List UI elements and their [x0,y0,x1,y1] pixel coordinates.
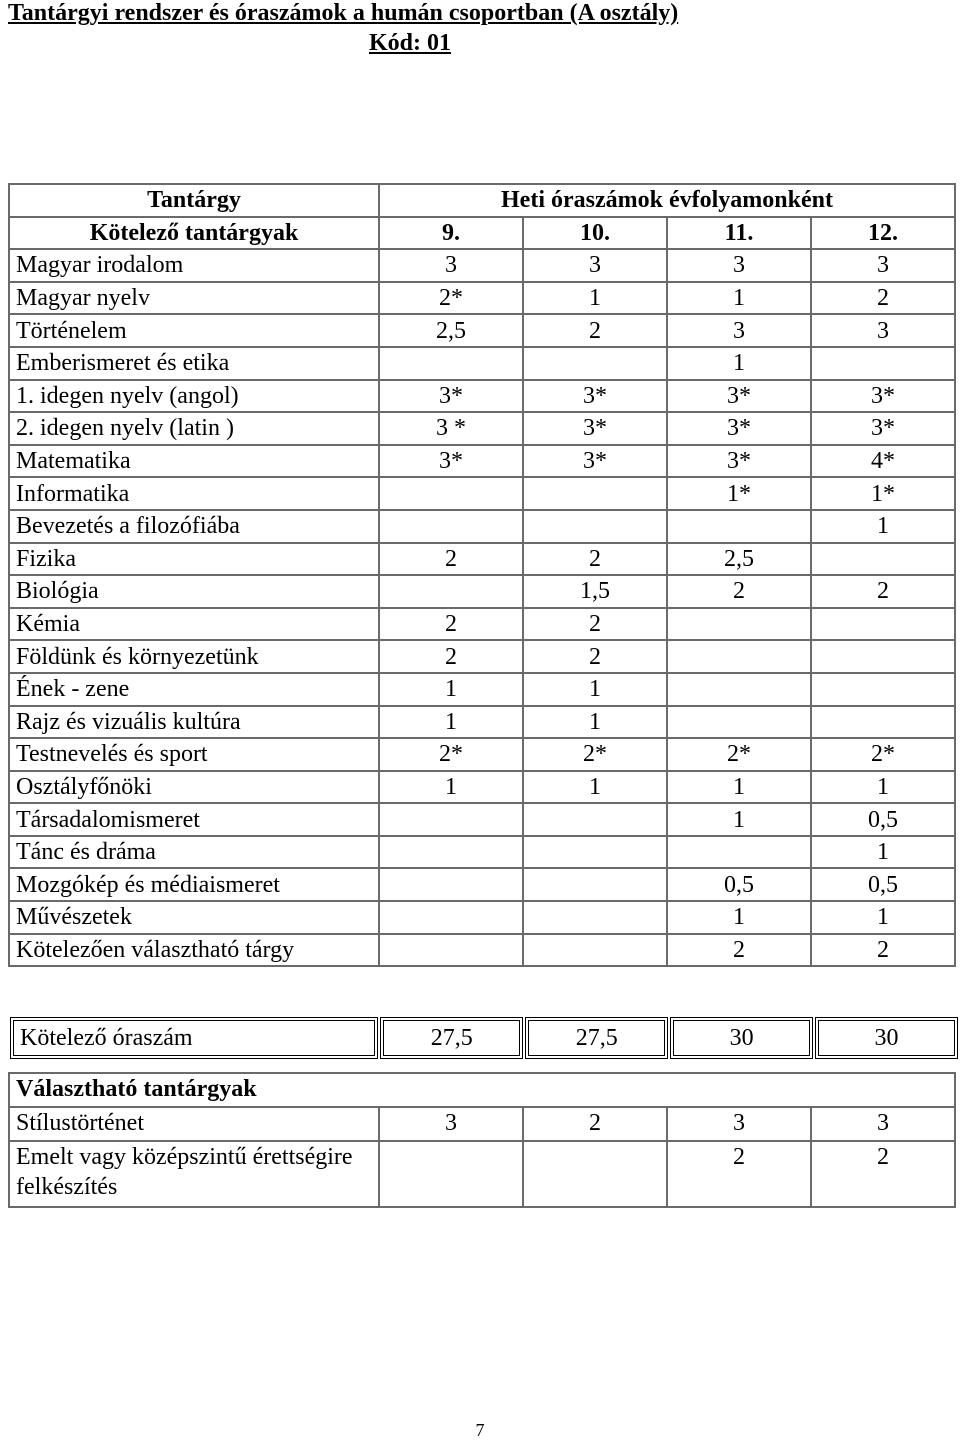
hours-cell: 3 [379,249,523,282]
subject-name: Emelt vagy középszintű érettségire felkészítés [9,1141,379,1207]
hours-cell [811,673,955,706]
subject-name: Mozgókép és médiaismeret [9,868,379,901]
hours-cell: 3* [523,445,667,478]
table-row [9,706,955,739]
hours-cell: 2 [379,608,523,641]
hours-cell: 3* [379,445,523,478]
hours-cell [523,1141,667,1207]
subject-name: Történelem [9,314,379,347]
hours-cell [379,901,523,934]
hours-cell [811,706,955,739]
hours-cell: 3* [523,412,667,445]
hours-cell [667,510,811,543]
subject-name: Fizika [9,543,379,576]
grade-header: 9. [379,217,523,250]
hours-cell [523,836,667,869]
subject-name: Ének - zene [9,673,379,706]
table-row [9,1107,955,1141]
hours-cell: 3 [667,249,811,282]
hours-cell [379,510,523,543]
hours-cell [523,347,667,380]
subject-name: Informatika [9,477,379,510]
total-value: 27,5 [380,1017,523,1059]
hours-cell: 2,5 [379,314,523,347]
hours-cell: 3 [667,1107,811,1141]
hours-cell: 1* [811,477,955,510]
hours-cell [523,477,667,510]
hours-cell: 2 [667,934,811,967]
hours-cell: 2 [667,1141,811,1207]
subject-column-header: Tantárgy [9,184,379,217]
subject-name: Rajz és vizuális kultúra [9,706,379,739]
hours-cell [811,543,955,576]
hours-cell: 0,5 [667,868,811,901]
hours-cell: 2 [811,282,955,315]
hours-cell: 2* [667,738,811,771]
hours-cell: 3* [667,412,811,445]
hours-cell: 1 [523,771,667,804]
table-row [9,901,955,934]
hours-cell: 3* [379,380,523,413]
hours-cell: 2 [811,934,955,967]
hours-cell: 1 [667,901,811,934]
hours-cell: 2,5 [667,543,811,576]
table-row [9,608,955,641]
hours-cell [379,1141,523,1207]
hours-cell [811,347,955,380]
hours-cell: 1 [811,510,955,543]
total-label: Kötelező óraszám [10,1017,378,1059]
hours-cell [523,934,667,967]
subject-name: Kötelezően választható tárgy [9,934,379,967]
hours-cell: 1 [667,803,811,836]
table-row [9,445,955,478]
document-code: Kód: 01 [368,30,451,56]
table-row [9,640,955,673]
table-row [9,1141,955,1207]
subject-name: Biológia [9,575,379,608]
subject-name: Magyar nyelv [9,282,379,315]
optional-subjects-label: Választható tantárgyak [9,1073,955,1107]
hours-cell: 1 [379,771,523,804]
hours-cell [811,640,955,673]
hours-cell: 1 [523,282,667,315]
hours-cell: 2* [379,738,523,771]
hours-cell [523,868,667,901]
subject-name: Stílustörténet [9,1107,379,1141]
table-row [9,314,955,347]
hours-cell: 2 [379,543,523,576]
hours-cell [379,347,523,380]
hours-cell: 2 [523,608,667,641]
total-value: 30 [815,1017,958,1059]
required-subjects-label: Kötelező tantárgyak [9,217,379,250]
subject-name: Művészetek [9,901,379,934]
optional-subjects-table [8,1072,956,1208]
table-row [9,510,955,543]
hours-cell: 4* [811,445,955,478]
subject-name: 2. idegen nyelv (latin ) [9,412,379,445]
hours-cell: 1 [811,771,955,804]
hours-cell [667,640,811,673]
hours-cell: 3* [523,380,667,413]
hours-cell: 3 [667,314,811,347]
hours-cell: 2 [523,1107,667,1141]
table-row [9,868,955,901]
hours-cell: 1 [667,347,811,380]
hours-cell: 0,5 [811,803,955,836]
hours-cell [667,673,811,706]
subject-name: Matematika [9,445,379,478]
subject-name: Magyar irodalom [9,249,379,282]
hours-cell: 2* [811,738,955,771]
table-row [9,803,955,836]
table-row [9,836,955,869]
total-value: 27,5 [525,1017,668,1059]
hours-cell: 3 [811,1107,955,1141]
hours-cell: 1 [667,771,811,804]
hours-cell: 2 [523,640,667,673]
hours-cell: 2 [379,640,523,673]
table-row [9,249,955,282]
hours-cell [379,868,523,901]
hours-cell: 2* [523,738,667,771]
hours-cell: 2 [811,575,955,608]
table-row [9,673,955,706]
hours-cell: 3 [811,249,955,282]
hours-cell: 0,5 [811,868,955,901]
hours-cell: 2 [523,543,667,576]
hours-cell: 1 [379,673,523,706]
page-number: 7 [475,1420,485,1440]
table-row [9,771,955,804]
subject-name: Tánc és dráma [9,836,379,869]
table-row [9,543,955,576]
hours-cell: 1 [379,706,523,739]
hours-cell: 3* [811,380,955,413]
table-row [9,477,955,510]
table-row [9,575,955,608]
hours-cell [523,510,667,543]
table-row [9,412,955,445]
hours-cell [379,836,523,869]
hours-cell: 3 [523,249,667,282]
hours-cell [379,803,523,836]
table-row [9,347,955,380]
hours-cell: 3* [667,380,811,413]
hours-cell: 1 [811,836,955,869]
hours-cell: 1 [811,901,955,934]
subject-name: Kémia [9,608,379,641]
subject-name: Testnevelés és sport [9,738,379,771]
hours-cell: 1 [667,282,811,315]
subject-name: Emberismeret és etika [9,347,379,380]
hours-cell: 1* [667,477,811,510]
table-row [9,282,955,315]
hours-cell [811,608,955,641]
hours-cell: 2* [379,282,523,315]
hours-cell [667,706,811,739]
hours-cell: 2 [811,1141,955,1207]
table-row [9,738,955,771]
subject-name: 1. idegen nyelv (angol) [9,380,379,413]
required-hours-total-table [8,1017,960,1059]
hours-cell [523,803,667,836]
hours-cell: 2 [523,314,667,347]
hours-cell [379,934,523,967]
hours-cell [379,575,523,608]
hours-cell [379,477,523,510]
hours-cell [667,608,811,641]
hours-cell: 1,5 [523,575,667,608]
table-row [9,380,955,413]
hours-cell [523,901,667,934]
subject-name: Osztályfőnöki [9,771,379,804]
table-row [9,934,955,967]
grade-header: 11. [667,217,811,250]
document-title: Tantárgyi rendszer és óraszámok a humán csoportban (A osztály) [8,0,679,26]
subject-name: Társadalomismeret [9,803,379,836]
hours-cell: 1 [523,706,667,739]
hours-cell: 1 [523,673,667,706]
grade-header: 10. [523,217,667,250]
hours-cell: 3* [811,412,955,445]
hours-cell: 3* [667,445,811,478]
weekly-hours-header: Heti óraszámok évfolyamonként [379,184,955,217]
total-row [10,1017,958,1059]
hours-cell: 3 [811,314,955,347]
hours-cell [667,836,811,869]
grade-header: 12. [811,217,955,250]
hours-table [8,183,956,967]
total-value: 30 [670,1017,813,1059]
hours-cell: 3 [379,1107,523,1141]
subject-name: Bevezetés a filozófiába [9,510,379,543]
subject-name: Földünk és környezetünk [9,640,379,673]
hours-cell: 2 [667,575,811,608]
hours-cell: 3 * [379,412,523,445]
